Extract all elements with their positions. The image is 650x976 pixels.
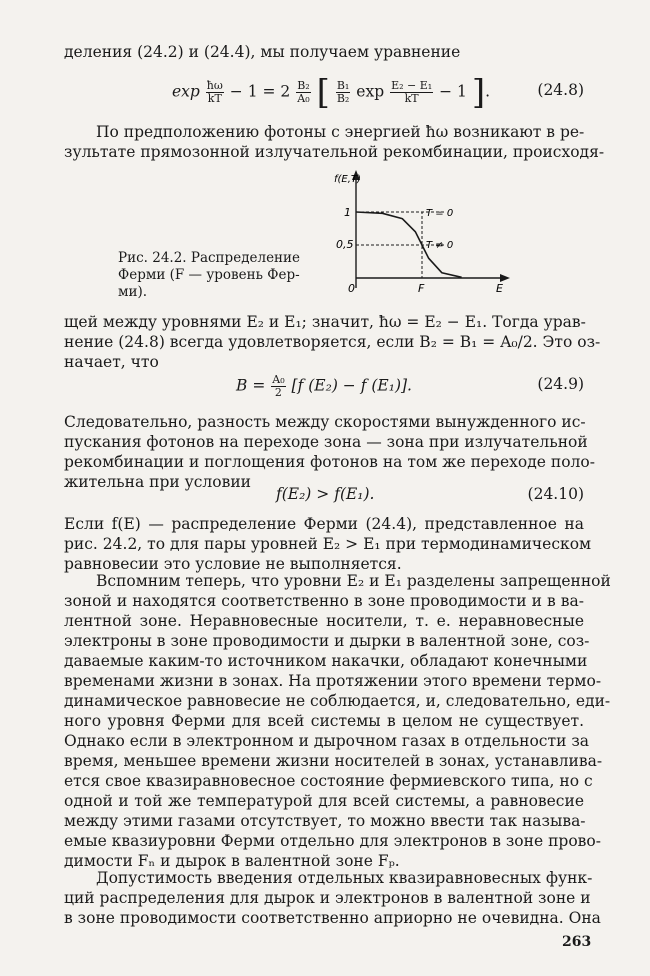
text-line: ного уровня Ферми для всей системы в целом не существует. [64, 712, 584, 730]
fermi-distribution-chart [330, 168, 520, 300]
text-line: димости Fₙ и дырок в валентной зоне Fₚ. [64, 852, 400, 870]
text-line: жительна при условии [64, 473, 251, 491]
equation-number: (24.10) [527, 485, 584, 503]
text-line: нение (24.8) всегда удовлетворяется, если B₂ = B₁ = A₀/2. Это оз- [64, 333, 601, 351]
page-number: 263 [562, 934, 592, 950]
text-line: равновесии это условие не выполняется. [64, 555, 402, 573]
text-line: даваемые каким-то источником накачки, обладают конечными [64, 652, 588, 670]
tick-label-0-5: 0,5 [336, 238, 354, 251]
text-line: лентной зоне. Неравновесные носители, т. е. неравновесные [64, 612, 584, 630]
text-line: время, меньшее времени жизни носителей в зонах, устанавлива- [64, 752, 603, 770]
x-axis-label: E [496, 282, 503, 295]
text-line: между этими газами отсутствует, то можно ввести так называ- [64, 812, 586, 830]
text-line: динамическое равновесие не соблюдается, и, следовательно, еди- [64, 692, 611, 710]
equation-24-9: B = $\frac{\text{A₀}}{2}$ [f (E₂) − f (E₁)]. [236, 373, 412, 399]
text-line: рис. 24.2, то для пары уровней E₂ > E₁ при термодинамическом [64, 535, 592, 553]
series-label-T0: T = 0 [426, 208, 454, 219]
text-line: Однако если в электронном и дырочном газах в отдельности за [64, 732, 590, 750]
text-line: Если f(E) — распределение Ферми (24.4), представленное на [64, 515, 584, 533]
tick-label-F: F [418, 282, 425, 295]
text-line: в зоне проводимости соответственно априорно не очевидна. Она [64, 909, 601, 927]
equation-24-8: exp $\frac{ħ\omega}{kT}$ − 1 = 2 $\frac{\text{B₂}}{\text{A₀}}$ [ $\frac{\text{B₁}}{\text{B₂}}$ exp $\frac{\text{E₂ − E₁}}{kT}$ − 1 ]. [172, 72, 491, 113]
equation-number: (24.8) [537, 81, 584, 99]
text-line: Следовательно, разность между скоростями вынужденного ис- [64, 413, 586, 431]
text-line: емые квазиуровни Ферми отдельно для электронов в зоне прово- [64, 832, 601, 850]
text-line: Допустимость введения отдельных квазиравновесных функ- [96, 869, 593, 887]
tick-label-1: 1 [344, 206, 351, 219]
text-line: зоной и находятся соответственно в зоне проводимости и в ва- [64, 592, 584, 610]
equation-24-10: f(E₂) > f(E₁). [276, 485, 375, 503]
equation-number: (24.9) [537, 375, 584, 393]
tick-label-0: 0 [348, 282, 355, 295]
text-line: ется свое квазиравновесное состояние фермиевского типа, но с [64, 772, 593, 790]
y-axis-label: f(E,T) [334, 174, 361, 185]
text-line: Вспомним теперь, что уровни E₂ и E₁ разделены запрещенной [96, 572, 611, 590]
text-line: щей между уровнями E₂ и E₁; значит, ħω = E₂ − E₁. Тогда урав- [64, 313, 586, 331]
text-line: временами жизни в зонах. На протяжении этого времени термо- [64, 672, 602, 690]
figure-caption: Рис. 24.2. Распределение Ферми (F — уровень Фер- ми). [118, 250, 301, 300]
text-line: начает, что [64, 353, 159, 371]
text-line: ций распределения для дырок и электронов в валентной зоне и [64, 889, 591, 907]
text-line: пускания фотонов на переходе зона — зона при излучательной [64, 433, 588, 451]
text-line: зультате прямозонной излучательной рекомбинации, происходя- [64, 143, 605, 161]
text-line: По предположению фотоны с энергией ħω возникают в ре- [96, 123, 585, 141]
text-line: рекомбинации и поглощения фотонов на том же переходе поло- [64, 453, 595, 471]
text-line: электроны в зоне проводимости и дырки в валентной зоне, соз- [64, 632, 590, 650]
x-axis-arrow [500, 274, 510, 282]
text-line: одной и той же температурой для всей системы, а равновесие [64, 792, 584, 810]
series-label-Tnot0: T ≠ 0 [426, 240, 454, 251]
text-line: деления (24.2) и (24.4), мы получаем уравнение [64, 43, 461, 61]
